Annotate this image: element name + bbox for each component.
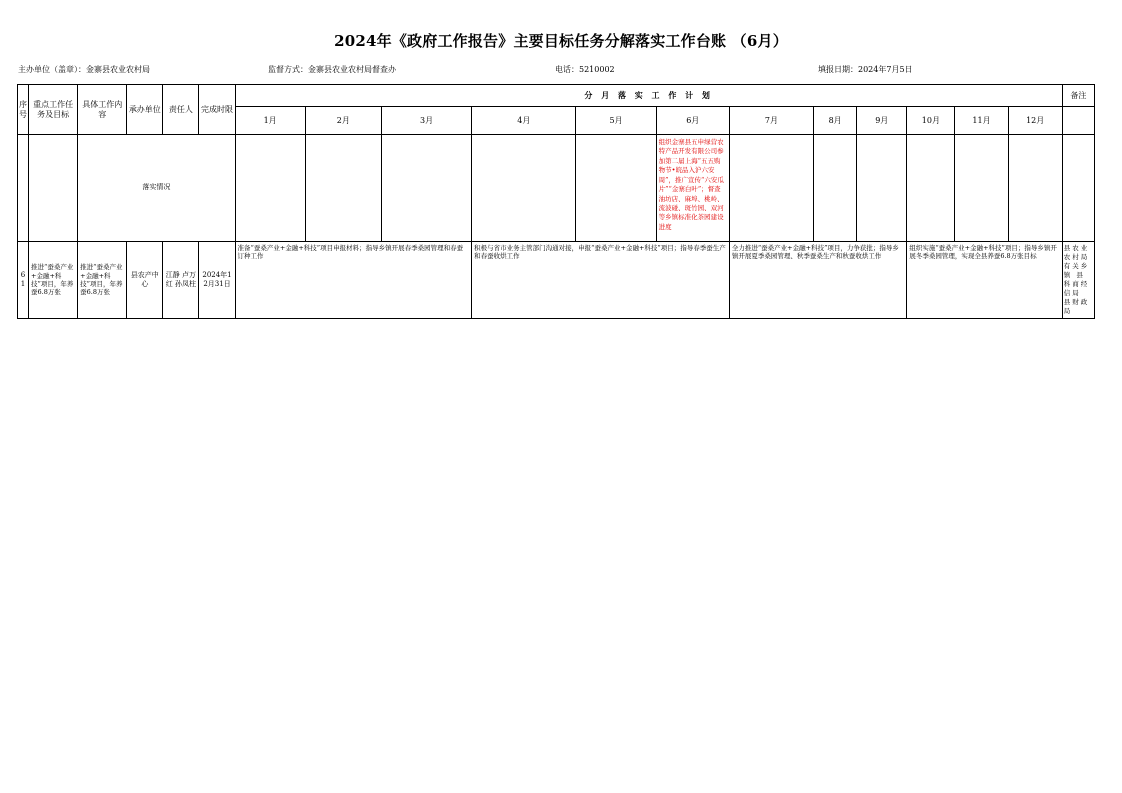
task-key-goal: 推进“蚕桑产业+金融+科技”项目，年养蚕6.8万张: [29, 242, 78, 319]
status-label: 落实情况: [78, 135, 235, 242]
header-remark: 备注: [1062, 85, 1094, 107]
task-department: 县农产中心: [127, 242, 163, 319]
status-seq-cell: [18, 135, 29, 242]
month-header: 7月: [729, 107, 813, 135]
status-remark-cell: [1062, 135, 1094, 242]
month-header: 12月: [1008, 107, 1062, 135]
status-month-cell: [729, 135, 813, 242]
status-month-cell: [857, 135, 907, 242]
month-header: 9月: [857, 107, 907, 135]
status-month-cell: [814, 135, 857, 242]
status-month-cell: [955, 135, 1008, 242]
header-deadline: 完成时限: [199, 85, 235, 135]
header-responsible: 责任人: [163, 85, 199, 135]
month-header: 3月: [381, 107, 471, 135]
report-date: 填报日期：2024年7月5日: [818, 65, 913, 74]
task-seq: 61: [18, 242, 29, 319]
task-responsible: 江静 卢万红 孙凤柱: [163, 242, 199, 319]
status-month-cell: [305, 135, 381, 242]
plan-q4: 组织实施“蚕桑产业+金融+科技”项目；指导乡镇开展冬季桑园管理，实现全县养蚕6.8万张目标: [907, 242, 1062, 319]
june-status-text: 组织金寨县五申绿营农特产品开发有限公司参加第二届上海“五五购物节•皖品入沪六安周”，推广宣传“六安瓜片”“金寨白叶”；督查油坊店、麻埠、桃岭、流波碰、斑竹园、双河等乡镇标准化茶园建设进度: [656, 135, 729, 242]
status-month-cell: [235, 135, 305, 242]
task-ledger-table: [17, 84, 1095, 319]
month-header: 8月: [814, 107, 857, 135]
month-header: 4月: [472, 107, 576, 135]
plan-q3: 全力推进“蚕桑产业+金融+科技”项目，力争获批；指导乡镇开展夏季桑园管理、秋季蚕桑生产和秋蚕收烘工作: [729, 242, 906, 319]
header-department: 承办单位: [127, 85, 163, 135]
table-row: [18, 242, 1095, 319]
month-header: 6月: [656, 107, 729, 135]
month-header: 5月: [576, 107, 656, 135]
plan-q1: 准备“蚕桑产业+金融+科技”项目申报材料；指导乡镇开展春季桑园管理和春蚕订种工作: [235, 242, 472, 319]
month-header: 2月: [305, 107, 381, 135]
status-month-cell: [381, 135, 471, 242]
status-month-cell: [472, 135, 576, 242]
header-monthly-plan: 分 月 落 实 工 作 计 划: [235, 85, 1062, 107]
header-key-task: 重点工作任务及目标: [29, 85, 78, 135]
task-specific-content: 推进“蚕桑产业+金融+科技”项目，年养蚕6.8万张: [78, 242, 127, 319]
host-org: 主办单位（盖章）：金寨县农业农村局: [18, 65, 150, 74]
header-seq: 序号: [18, 85, 29, 135]
status-month-cell: [907, 135, 955, 242]
supervision-method: 监督方式：金寨县农业农村局督查办: [268, 65, 396, 74]
month-header: 1月: [235, 107, 305, 135]
header-specific-content: 具体工作内容: [78, 85, 127, 135]
status-key-task-cell: [29, 135, 78, 242]
status-month-cell: [1008, 135, 1062, 242]
page-title: 2024年《政府工作报告》主要目标任务分解落实工作台账 （6月）: [334, 32, 788, 50]
status-month-cell: [576, 135, 656, 242]
remark-subheader: [1062, 107, 1094, 135]
task-remark: 县农业农村局 有关乡镇 县科商经信局 县财政局: [1062, 242, 1094, 319]
plan-q2: 积极与省市业务主管部门沟通对接，申报“蚕桑产业+金融+科技”项目；指导春季蚕生产和春蚕收烘工作: [472, 242, 730, 319]
task-deadline: 2024年12月31日: [199, 242, 235, 319]
month-header: 10月: [907, 107, 955, 135]
phone-number: 电话：5210002: [555, 65, 615, 74]
month-header: 11月: [955, 107, 1008, 135]
